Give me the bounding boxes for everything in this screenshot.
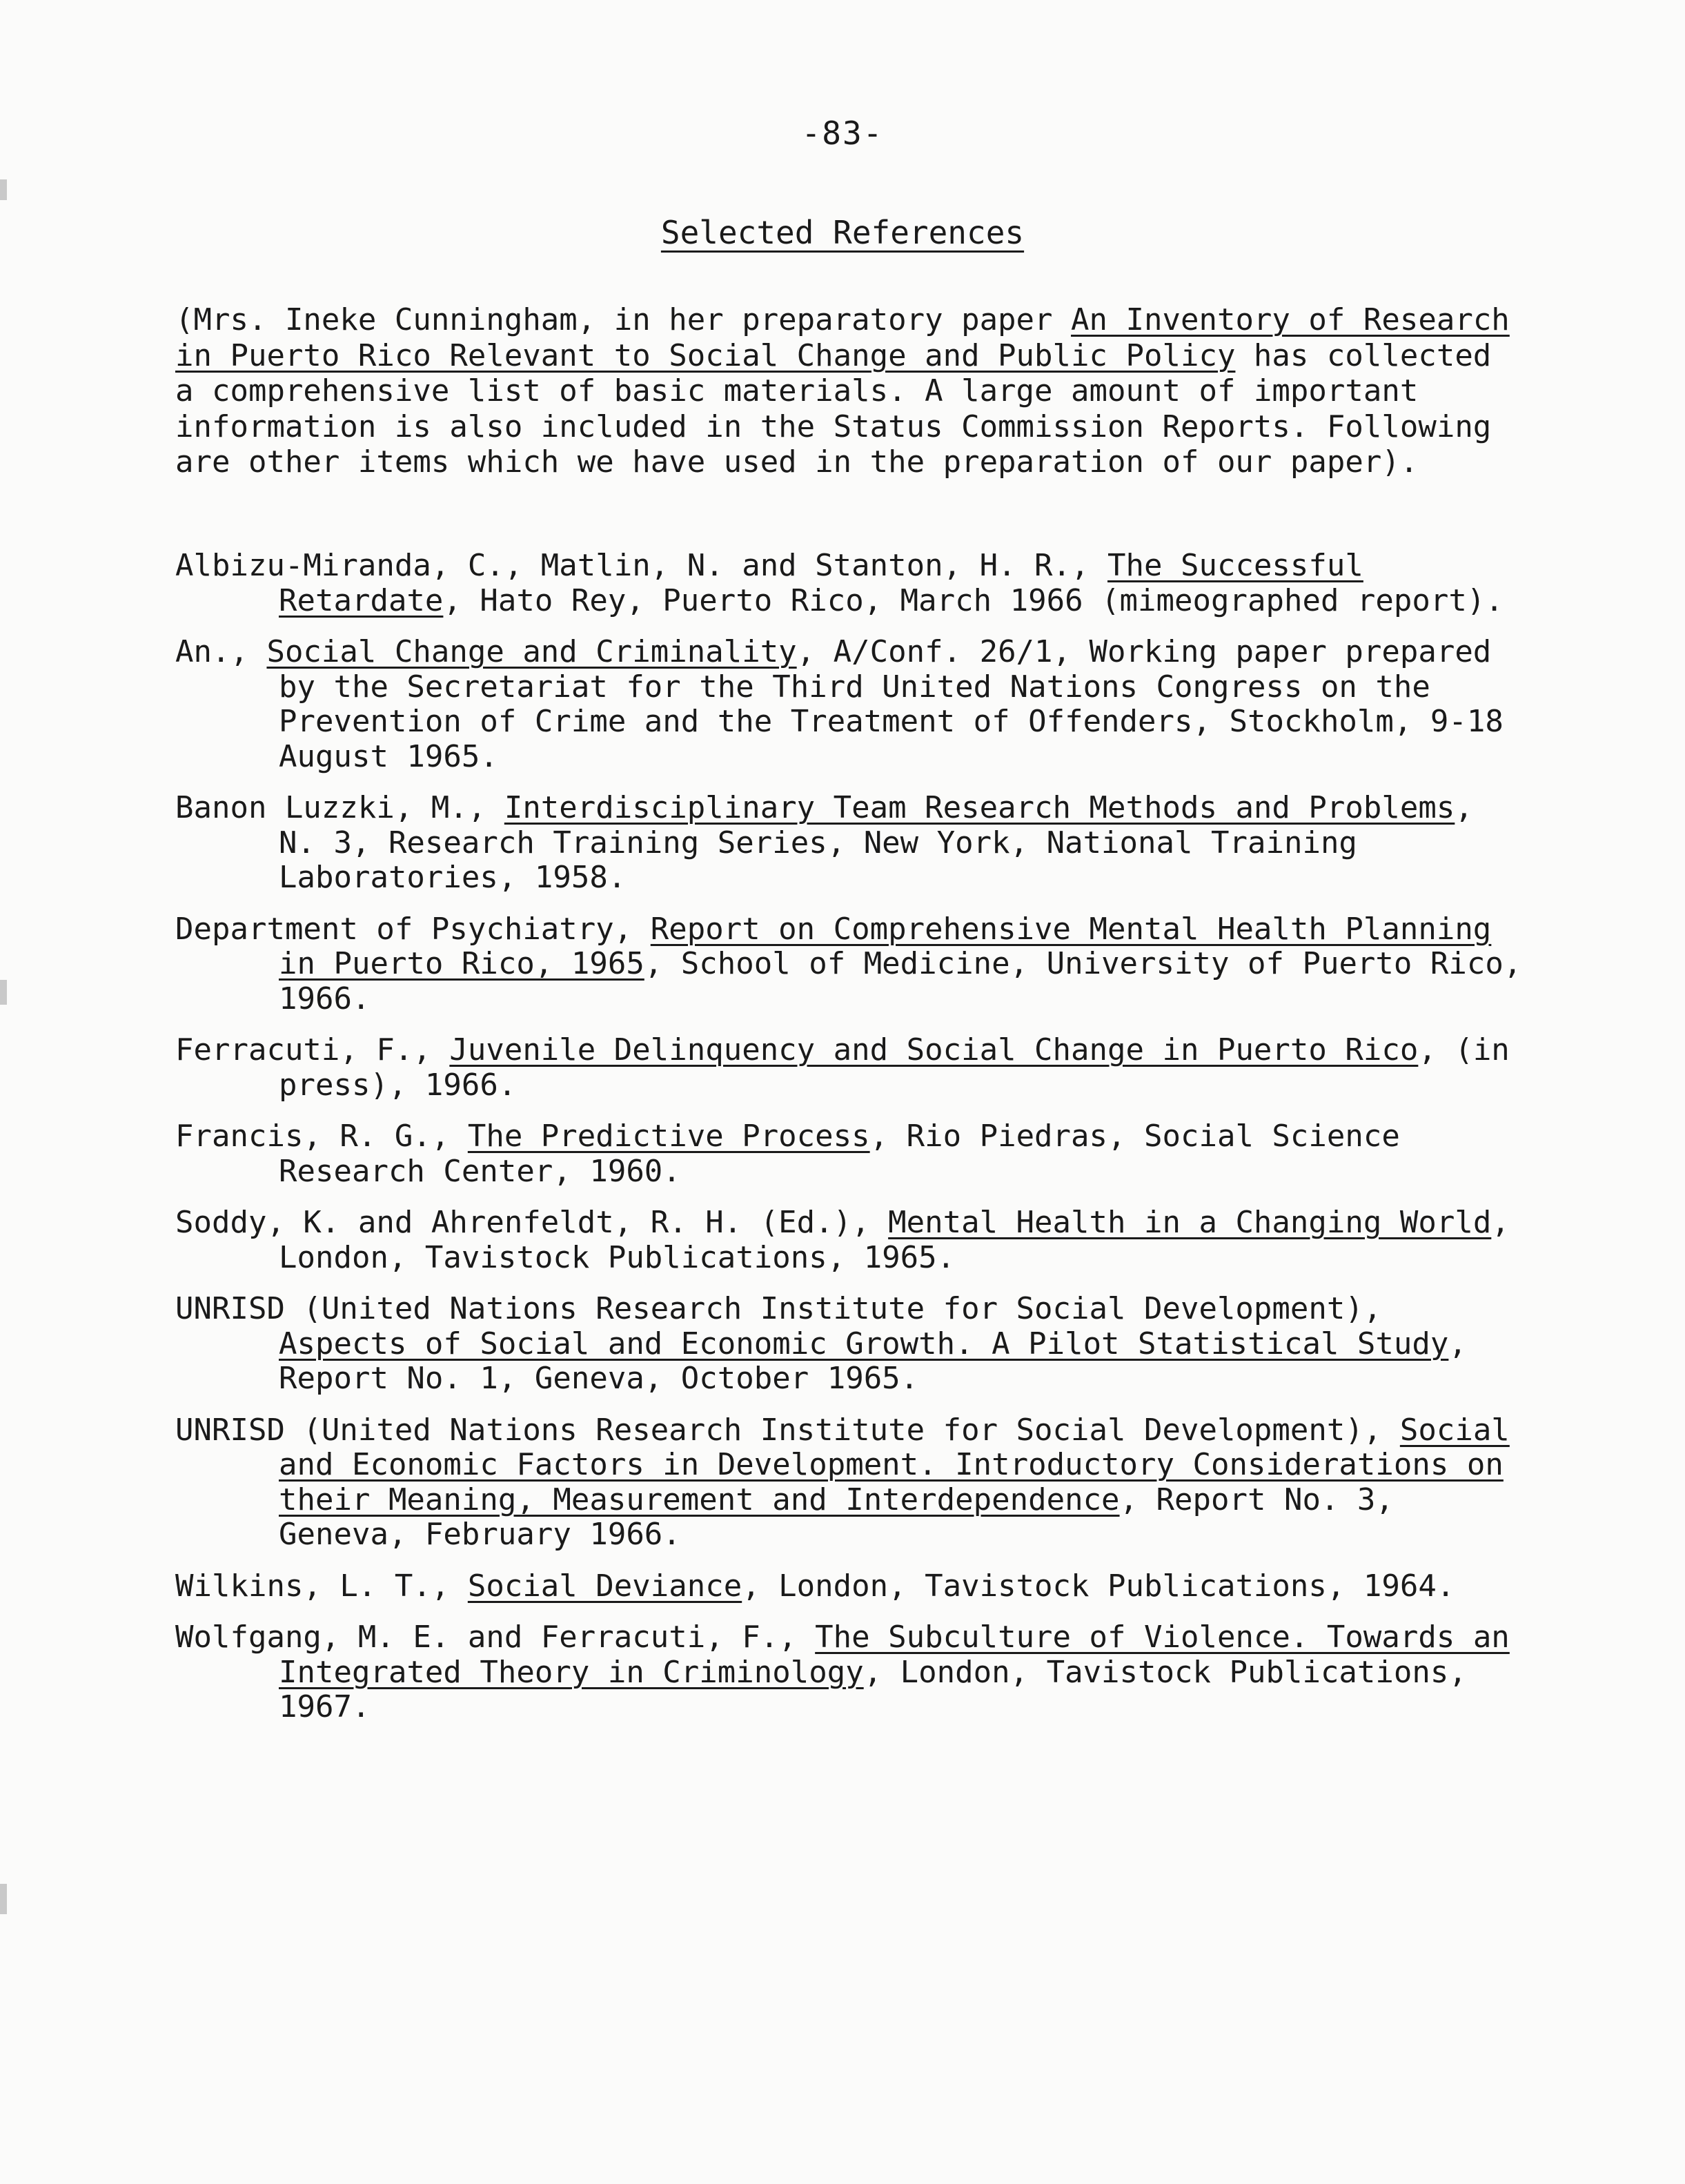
- reference-authors: Wilkins, L. T.,: [175, 1568, 468, 1604]
- reference-title: Interdisciplinary Team Research Methods and Problems: [504, 790, 1455, 825]
- reference-title: The Predictive Process: [467, 1119, 870, 1154]
- reference-item: [175, 791, 1528, 896]
- reference-authors: Ferracuti, F.,: [175, 1032, 450, 1068]
- reference-item: [175, 912, 1528, 1017]
- reference-authors: Soddy, K. and Ahrenfeldt, R. H. (Ed.),: [175, 1205, 889, 1240]
- reference-item: [175, 549, 1528, 618]
- reference-list: [175, 549, 1528, 1742]
- reference-authors: Wolfgang, M. E. and Ferracuti, F.,: [175, 1620, 816, 1655]
- reference-details: , London, Tavistock Publications, 1965.: [279, 1205, 1510, 1275]
- reference-title: The Subculture of Violence. Towards an Integrated Theory in Criminology: [279, 1620, 1510, 1690]
- reference-authors: Department of Psychiatry,: [175, 911, 651, 947]
- reference-details: , School of Medicine, University of Puerto Rico, 1966.: [279, 946, 1522, 1016]
- reference-title: Social Change and Criminality: [266, 634, 797, 669]
- reference-item: [175, 1292, 1528, 1397]
- reference-item: [175, 1206, 1528, 1275]
- reference-details: , Hato Rey, Puerto Rico, March 1966 (mimeographed report).: [443, 582, 1504, 618]
- reference-authors: Banon Luzzki, M.,: [175, 790, 504, 825]
- intro-text-after: has collected a comprehensive list of basic materials. A large amount of important information is also included in the Status Commission Reports. Following are other items which we have used in the preparation of our paper).: [175, 337, 1492, 480]
- reference-authors: An.,: [175, 634, 267, 669]
- reference-title: Aspects of Social and Economic Growth. A Pilot Statistical Study: [279, 1326, 1449, 1361]
- reference-details: , (in press), 1966.: [279, 1032, 1510, 1103]
- reference-authors: Francis, R. G.,: [175, 1119, 468, 1154]
- reference-details: , Report No. 1, Geneva, October 1965.: [279, 1326, 1467, 1396]
- section-heading: [0, 214, 1685, 251]
- section-heading-text: Selected References: [660, 214, 1025, 251]
- reference-title: Mental Health in a Changing World: [888, 1205, 1492, 1240]
- reference-title: Juvenile Delinquency and Social Change in Puerto Rico: [449, 1032, 1419, 1068]
- reference-item: [175, 1119, 1528, 1189]
- reference-title: The Successful Retardate: [279, 548, 1363, 618]
- reference-details: , London, Tavistock Publications, 1964.: [742, 1568, 1455, 1604]
- reference-details: , A/Conf. 26/1, Working paper prepared by the Secretariat for the Third United Nations Congress on the Prevention of Crime and the Treatment of Offenders, Stockholm, 9-18 August 1965.: [279, 634, 1504, 774]
- reference-item: [175, 635, 1528, 774]
- intro-text-before: (Mrs. Ineke Cunningham, in her preparatory paper: [175, 302, 1072, 337]
- reference-item: [175, 1569, 1528, 1604]
- reference-authors: UNRISD (United Nations Research Institute for Social Development),: [175, 1412, 1400, 1448]
- intro-cited-title: An Inventory of Research in Puerto Rico Relevant to Social Change and Public Policy: [175, 302, 1510, 373]
- intro-paragraph: [175, 302, 1528, 480]
- reference-authors: Albizu-Miranda, C., Matlin, N. and Stanton, H. R.,: [175, 548, 1108, 583]
- reference-title: Social Deviance: [467, 1568, 742, 1604]
- reference-item: [175, 1033, 1528, 1103]
- reference-details: , Report No. 3, Geneva, February 1966.: [279, 1482, 1394, 1552]
- page-number: -83-: [801, 115, 884, 152]
- reference-details: , N. 3, Research Training Series, New York, National Training Laboratories, 1958.: [279, 790, 1473, 895]
- scan-edge-mark: [0, 1884, 7, 1914]
- reference-item: [175, 1413, 1528, 1553]
- reference-authors: UNRISD (United Nations Research Institute for Social Development),: [175, 1291, 1382, 1326]
- reference-item: [175, 1620, 1528, 1725]
- scan-edge-mark: [0, 179, 7, 200]
- reference-details: , London, Tavistock Publications, 1967.: [279, 1654, 1467, 1724]
- reference-title: Report on Comprehensive Mental Health Planning in Puerto Rico, 1965: [279, 911, 1492, 981]
- reference-details: , Rio Piedras, Social Science Research Center, 1960.: [279, 1119, 1400, 1189]
- reference-title: Social and Economic Factors in Development. Introductory Considerations on their Meaning, Measurement and Interdependence: [279, 1412, 1510, 1517]
- scan-edge-mark: [0, 980, 7, 1005]
